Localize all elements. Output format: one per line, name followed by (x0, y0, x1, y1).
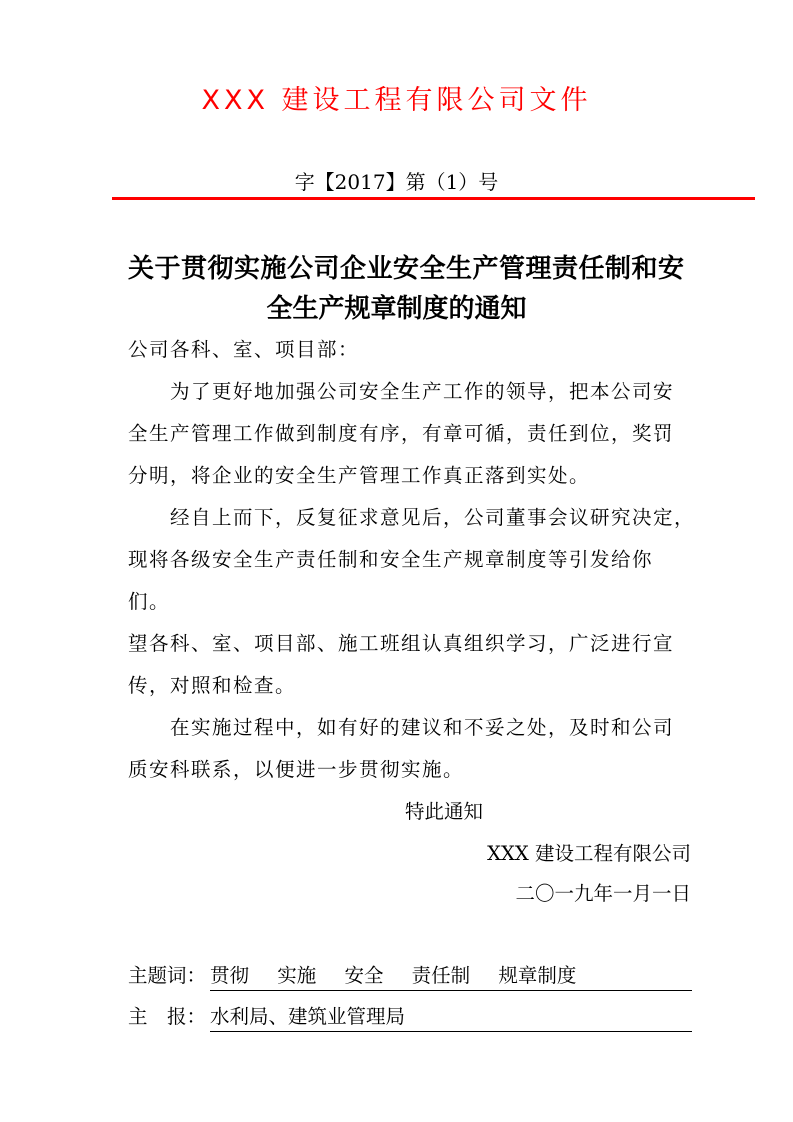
body-line: 望各科、室、项目部、施工班组认真组织学习，广泛进行宣 (128, 632, 675, 655)
body-line: 现将各级安全生产责任制和安全生产规章制度等引发给你 (128, 548, 654, 571)
report-label: 主 报： (128, 1005, 207, 1028)
notice-title-line-1: 关于贯彻实施公司企业安全生产管理责任制和安 (128, 254, 685, 284)
keyword: 实施 (277, 964, 317, 987)
document-number: 字【2017】第（1）号 (294, 170, 499, 194)
keywords-value (210, 960, 692, 991)
body-line: 全生产管理工作做到制度有序，有章可循，责任到位，奖罚 (128, 422, 675, 445)
body-line: 们。 (128, 590, 171, 613)
report-to-value: 水利局、建筑业管理局 (210, 1001, 692, 1032)
keyword: 贯彻 (210, 964, 250, 987)
body-line: 在实施过程中，如有好的建议和不妥之处，及时和公司 (128, 716, 675, 739)
body-line: 经自上而下，反复征求意见后，公司董事会议研究决定， (128, 506, 696, 529)
keywords-label: 主题词： (128, 964, 207, 987)
signature: XXX 建设工程有限公司 (487, 842, 691, 865)
body-line: 为了更好地加强公司安全生产工作的领导，把本公司安 (128, 380, 675, 403)
keyword: 规章制度 (498, 964, 577, 987)
body-line: 质安科联系，以便进一步贯彻实施。 (128, 758, 465, 781)
body-line: 传，对照和检查。 (128, 674, 297, 697)
date: 二〇一九年一月一日 (515, 882, 691, 905)
keyword: 责任制 (411, 964, 471, 987)
closing-text: 特此通知 (405, 800, 484, 823)
red-divider (112, 197, 755, 200)
salutation: 公司各科、室、项目部： (128, 338, 360, 361)
keyword: 安全 (344, 964, 384, 987)
notice-title-line-2: 全生产规章制度的通知 (266, 294, 527, 324)
body-line: 分明，将企业的安全生产管理工作真正落到实处。 (128, 464, 591, 487)
document-header-title: XXX 建设工程有限公司文件 (201, 85, 592, 116)
